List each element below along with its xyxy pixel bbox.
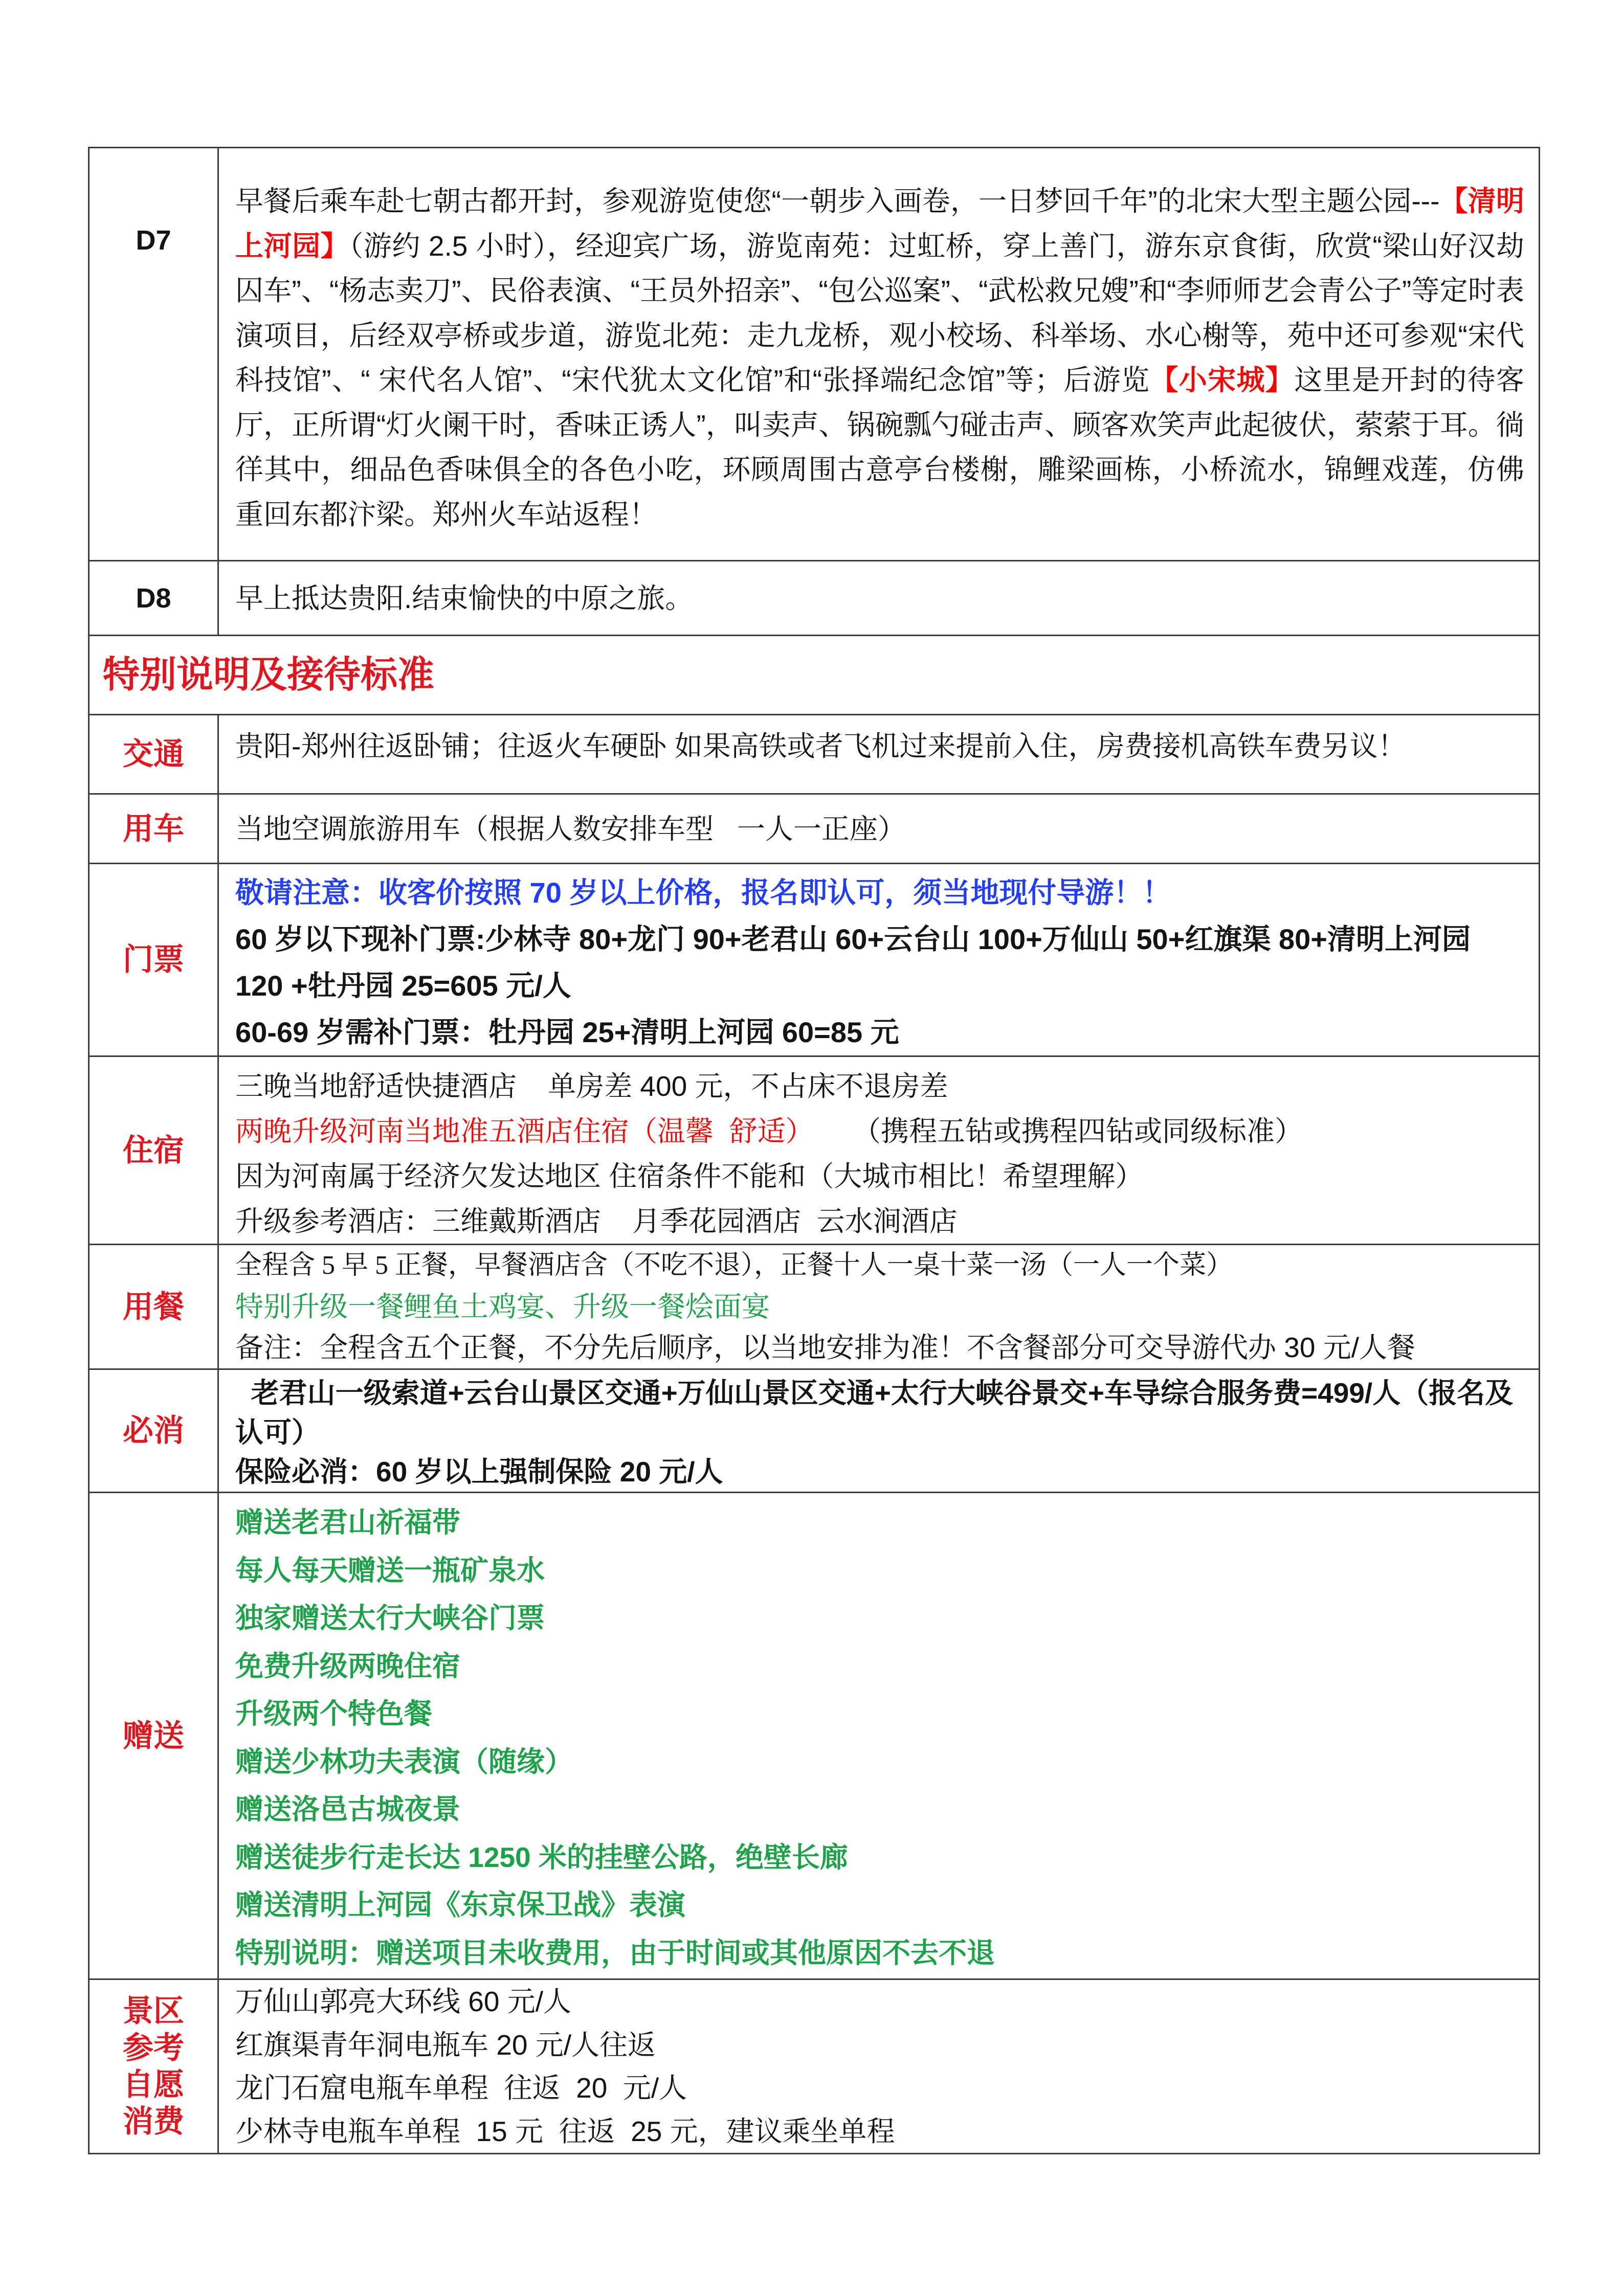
day-details-d7 xyxy=(219,148,1539,560)
gift-item: 免费升级两晚住宿 xyxy=(235,1650,461,1682)
optional-item: 龙门石窟电瓶车单程 往返 20 元/人 xyxy=(235,2072,687,2104)
transport-text: 贵阳-郑州往返卧铺；往返火车硬卧 如果高铁或者飞机过来提前入住，房费接机高铁车费另议！ xyxy=(235,730,1406,762)
mandatory-fees-details xyxy=(219,1370,1539,1492)
tickets-label: 门票 xyxy=(90,864,219,1055)
gifts-label: 赠送 xyxy=(90,1493,219,1978)
optional-item: 红旗渠青年洞电瓶车 20 元/人往返 xyxy=(235,2029,656,2061)
vehicle-text: 当地空调旅游用车（根据人数安排车型 一人一正座） xyxy=(235,813,906,845)
lodging-upgrade-standard: （携程五钻或携程四钻或同级标准） xyxy=(813,1115,1303,1147)
tickets-age-60-69: 60-69 岁需补门票：牡丹园 25+清明上河园 60=85 元 xyxy=(235,1016,899,1048)
gifts-row xyxy=(90,1492,1539,1978)
gift-item: 升级两个特色餐 xyxy=(235,1698,433,1729)
lodging-upgrade-text: 两晚升级河南当地准五酒店住宿（温馨 舒适） xyxy=(235,1115,814,1147)
optional-spending-row xyxy=(90,1978,1539,2153)
mandatory-insurance-text: 保险必消：60 岁以上强制保险 20 元/人 xyxy=(235,1456,723,1488)
tickets-notice: 敬请注意：收客价按照 70 岁以上价格，报名即认可，须当地现付导游！！ xyxy=(235,876,1171,909)
gift-item: 赠送洛邑古城夜景 xyxy=(235,1793,461,1825)
lodging-label: 住宿 xyxy=(90,1057,219,1244)
transport-row xyxy=(90,714,1539,793)
tickets-details xyxy=(219,864,1539,1055)
lodging-note-line: 因为河南属于经济欠发达地区 住宿条件不能和（大城市相比！希望理解） xyxy=(235,1160,1144,1192)
gift-item: 赠送老君山祈福带 xyxy=(235,1506,461,1538)
meals-label: 用餐 xyxy=(90,1245,219,1368)
optional-item: 万仙山郭亮大环线 60 元/人 xyxy=(235,1986,572,2017)
tickets-under-60: 60 岁以下现补门票:少林寺 80+龙门 90+老君山 60+云台山 100+万仙山 50+红旗渠 80+清明上河园 120 +牡丹园 25=605 元/人 xyxy=(235,923,1471,1002)
day-label-d7: D7 xyxy=(90,148,219,560)
meals-remark-line: 备注：全程含五个正餐，不分先后顺序，以当地安排为准！不含餐部分可交导游代办 30 元/人餐 xyxy=(235,1332,1416,1363)
attraction-highlight-xiaosong-city: 【小宋城】 xyxy=(1150,364,1295,396)
day-row-d8 xyxy=(90,560,1539,635)
attraction-highlight-qingming-park: 【清明上河园】 xyxy=(235,185,1524,262)
section-title: 特别说明及接待标准 xyxy=(103,655,435,695)
tickets-row xyxy=(90,863,1539,1055)
mandatory-fees-text: 老君山一级索道+云台山景区交通+万仙山景区交通+太行大峡谷景交+车导综合服务费=499/人（报名及认可） xyxy=(235,1377,1514,1448)
day-details-d8 xyxy=(219,561,1539,635)
description-text: 这里是开封的待客厅，正所谓“灯火阑干时，香味正诱人”，叫卖声、锅碗瓢勺碰击声、顾客欢笑声此起彼伏，萦萦于耳。徜徉其中，细品色香味俱全的各色小吃，环顾周围古意亭台楼榭，雕梁画栋，小桥流水，锦鲤戏莲，仿佛重回东都汴梁。郑州火车站返程！ xyxy=(235,364,1524,530)
lodging-details xyxy=(219,1057,1539,1244)
optional-spending-list xyxy=(219,1980,1539,2153)
lodging-upgrade-line xyxy=(235,1109,1524,1154)
meals-upgrade-line: 特别升级一餐鲤鱼土鸡宴、升级一餐烩面宴 xyxy=(235,1291,770,1322)
day-description-d7 xyxy=(235,179,1524,537)
mandatory-fees-label: 必消 xyxy=(90,1370,219,1492)
description-text: （游约 2.5 小时），经迎宾广场，游览南苑：过虹桥，穿上善门，游东京食街，欣赏“梁山好汉劫囚车”、“杨志卖刀”、民俗表演、“王员外招亲”、“包公巡案”、“武松救兄嫂”和“李师师艺会青公子”等定时表演项目，后经双亭桥或步道，游览北苑：走九龙桥，观小校场、科举场、水心榭等，苑中还可参观“宋代科技馆”、“ 宋代名人馆”、“宋代犹太文化馆”和“张择端纪念馆”等；后游览 xyxy=(235,230,1524,396)
gifts-list xyxy=(219,1493,1539,1978)
day-description-d8: 早上抵达贵阳.结束愉快的中原之旅。 xyxy=(235,582,694,614)
lodging-standard-line: 三晚当地舒适快捷酒店 单房差 400 元，不占床不退房差 xyxy=(235,1070,948,1102)
optional-spending-label-text: 景区参考自愿消费 xyxy=(123,1994,184,2139)
mandatory-fees-row xyxy=(90,1368,1539,1492)
meals-included-line: 全程含 5 早 5 正餐，早餐酒店含（不吃不退），正餐十人一桌十菜一汤（一人一个菜） xyxy=(235,1251,1233,1280)
description-text: 早餐后乘车赴七朝古都开封，参观游览使您“一朝步入画卷，一日梦回千年”的北宋大型主题公园--- xyxy=(235,185,1440,217)
lodging-row xyxy=(90,1055,1539,1244)
vehicle-details xyxy=(219,795,1539,863)
lodging-hotels-line: 升级参考酒店：三维戴斯酒店 月季花园酒店 云水涧酒店 xyxy=(235,1205,958,1237)
day-row-d7 xyxy=(90,148,1539,560)
gift-item: 赠送少林功夫表演（随缘） xyxy=(235,1745,573,1777)
transport-label: 交通 xyxy=(90,715,219,793)
gift-item: 赠送清明上河园《东京保卫战》表演 xyxy=(235,1889,686,1921)
day-label-d8: D8 xyxy=(90,561,219,635)
section-header-row xyxy=(90,635,1539,714)
itinerary-table xyxy=(88,147,1540,2154)
gift-special-note: 特别说明：赠送项目未收费用，由于时间或其他原因不去不退 xyxy=(235,1937,995,1969)
gift-item: 每人每天赠送一瓶矿泉水 xyxy=(235,1554,545,1586)
optional-spending-label xyxy=(90,1980,219,2153)
gift-item: 独家赠送太行大峡谷门票 xyxy=(235,1602,545,1634)
meals-row xyxy=(90,1244,1539,1368)
meals-details xyxy=(219,1245,1539,1368)
transport-details xyxy=(219,715,1539,793)
optional-item: 少林寺电瓶车单程 15 元 往返 25 元，建议乘坐单程 xyxy=(235,2115,895,2147)
vehicle-label: 用车 xyxy=(90,795,219,863)
gift-item: 赠送徒步行走长达 1250 米的挂壁公路，绝壁长廊 xyxy=(235,1841,848,1873)
vehicle-row xyxy=(90,793,1539,863)
